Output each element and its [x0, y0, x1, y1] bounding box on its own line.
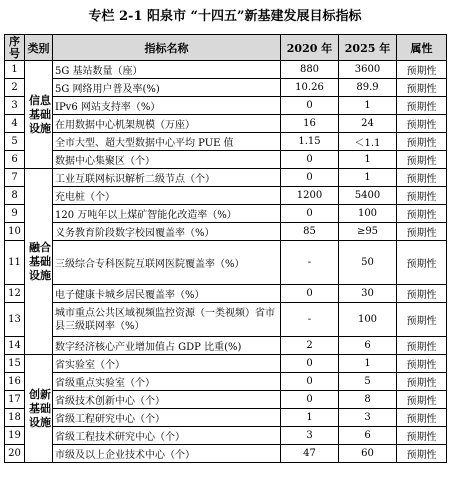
- row-attr: 预期性: [397, 79, 447, 97]
- row-2025: 8: [339, 391, 397, 409]
- header-attr: 属性: [397, 35, 447, 61]
- row-name: 省实验室（个）: [53, 355, 281, 373]
- header-name: 指标名称: [53, 35, 281, 61]
- row-no: 7: [5, 169, 25, 187]
- row-attr: 预期性: [397, 373, 447, 391]
- row-2020: 1.15: [281, 133, 339, 151]
- row-attr: 预期性: [397, 391, 447, 409]
- row-no: 14: [5, 337, 25, 355]
- row-name: 5G 网络用户普及率(%): [53, 79, 281, 97]
- row-attr: 预期性: [397, 409, 447, 427]
- row-2025: ≥95: [339, 223, 397, 241]
- row-2020: 0: [281, 169, 339, 187]
- category-fusion: 融合基础设施: [25, 169, 53, 355]
- row-attr: 预期性: [397, 241, 447, 285]
- row-2020: 0: [281, 285, 339, 303]
- table-row: [5, 337, 447, 355]
- row-2020: -: [281, 241, 339, 285]
- row-2025: 5: [339, 373, 397, 391]
- row-attr: 预期性: [397, 337, 447, 355]
- row-2020: 0: [281, 97, 339, 115]
- row-2025: 1: [339, 151, 397, 169]
- row-attr: 预期性: [397, 205, 447, 223]
- row-no: 1: [5, 61, 25, 79]
- table-row: [5, 373, 447, 391]
- row-name: 全市大型、超大型数据中心平均 PUE 值: [53, 133, 281, 151]
- row-no: 2: [5, 79, 25, 97]
- row-no: 10: [5, 223, 25, 241]
- row-attr: 预期性: [397, 303, 447, 337]
- row-name: 三级综合专科医院互联网医院覆盖率（%）: [53, 241, 281, 285]
- row-2020: 1: [281, 409, 339, 427]
- row-name: 120 万吨年以上煤矿智能化改造率（%）: [53, 205, 281, 223]
- row-name: 数字经济核心产业增加值占 GDP 比重(%): [53, 337, 281, 355]
- table-row: [5, 133, 447, 151]
- row-2020: 3: [281, 427, 339, 445]
- table-row: [5, 241, 447, 285]
- row-no: 17: [5, 391, 25, 409]
- row-2025: 1: [339, 169, 397, 187]
- row-no: 9: [5, 205, 25, 223]
- row-attr: 预期性: [397, 169, 447, 187]
- row-2025: 1: [339, 97, 397, 115]
- table-row: [5, 355, 447, 373]
- table-row: [5, 303, 447, 337]
- row-name: 省级工程技术研究中心（个）: [53, 427, 281, 445]
- table-row: [5, 223, 447, 241]
- table-row: [5, 187, 447, 205]
- row-name: 城市重点公共区域视频监控资源（一类视频）省市县三级联网率（%）: [53, 303, 281, 337]
- header-seq: 序号: [5, 35, 25, 61]
- row-name: 在用数据中心机架规模（万座）: [53, 115, 281, 133]
- row-no: 3: [5, 97, 25, 115]
- category-info: 信息基础设施: [25, 61, 53, 169]
- row-no: 12: [5, 285, 25, 303]
- row-name: 省级技术创新中心（个）: [53, 391, 281, 409]
- row-2025: 1: [339, 355, 397, 373]
- table-title: 专栏 2-1 阳泉市 “十四五”新基建发展目标指标: [88, 9, 362, 24]
- row-2025: 6: [339, 337, 397, 355]
- row-no: 19: [5, 427, 25, 445]
- row-2020: 2: [281, 337, 339, 355]
- row-2020: 0: [281, 151, 339, 169]
- row-attr: 预期性: [397, 115, 447, 133]
- row-attr: 预期性: [397, 223, 447, 241]
- row-name: 充电桩（个）: [53, 187, 281, 205]
- row-name: 工业互联网标识解析二级节点（个）: [53, 169, 281, 187]
- table-row: [5, 285, 447, 303]
- header-2020: 2020 年: [281, 35, 339, 61]
- table-row: [5, 391, 447, 409]
- row-attr: 预期性: [397, 97, 447, 115]
- table-row: [5, 169, 447, 187]
- table-row: [5, 61, 447, 79]
- row-2020: 0: [281, 205, 339, 223]
- table-row: [5, 79, 447, 97]
- row-attr: 预期性: [397, 285, 447, 303]
- row-2025: 5400: [339, 187, 397, 205]
- row-attr: 预期性: [397, 61, 447, 79]
- row-name: 市级及以上企业技术中心（个）: [53, 445, 281, 463]
- row-2025: 50: [339, 241, 397, 285]
- table-row: [5, 205, 447, 223]
- row-no: 8: [5, 187, 25, 205]
- row-2025: 60: [339, 445, 397, 463]
- table-row: [5, 445, 447, 463]
- row-no: 13: [5, 303, 25, 337]
- row-2025: ＜1.1: [339, 133, 397, 151]
- row-2025: 24: [339, 115, 397, 133]
- row-2020: 10.26: [281, 79, 339, 97]
- table-row: [5, 427, 447, 445]
- row-no: 11: [5, 241, 25, 285]
- row-name: 电子健康卡城乡居民覆盖率（%）: [53, 285, 281, 303]
- row-attr: 预期性: [397, 133, 447, 151]
- header-2025: 2025 年: [339, 35, 397, 61]
- row-2025: 3: [339, 409, 397, 427]
- row-2025: 89.9: [339, 79, 397, 97]
- row-name: 5G 基站数量（座）: [53, 61, 281, 79]
- row-name: 义务教育阶段数字校园覆盖率（%）: [53, 223, 281, 241]
- row-2025: 6: [339, 427, 397, 445]
- row-attr: 预期性: [397, 355, 447, 373]
- row-2020: 47: [281, 445, 339, 463]
- row-2020: 0: [281, 355, 339, 373]
- row-name: 数据中心集聚区（个）: [53, 151, 281, 169]
- row-2025: 100: [339, 205, 397, 223]
- row-2020: 1200: [281, 187, 339, 205]
- row-2025: 30: [339, 285, 397, 303]
- category-innovation: 创新基础设施: [25, 355, 53, 463]
- row-no: 16: [5, 373, 25, 391]
- row-2025: 100: [339, 303, 397, 337]
- row-no: 5: [5, 133, 25, 151]
- row-no: 18: [5, 409, 25, 427]
- row-attr: 预期性: [397, 427, 447, 445]
- row-2020: 0: [281, 391, 339, 409]
- row-attr: 预期性: [397, 187, 447, 205]
- row-no: 15: [5, 355, 25, 373]
- row-name: 省级工程研究中心（个）: [53, 409, 281, 427]
- table-row: [5, 151, 447, 169]
- row-2025: 3600: [339, 61, 397, 79]
- row-attr: 预期性: [397, 445, 447, 463]
- table-row: [5, 409, 447, 427]
- row-attr: 预期性: [397, 151, 447, 169]
- header-category: 类别: [25, 35, 53, 61]
- table-row: [5, 97, 447, 115]
- row-2020: 0: [281, 373, 339, 391]
- row-name: IPv6 网站支持率（%）: [53, 97, 281, 115]
- row-no: 6: [5, 151, 25, 169]
- row-2020: 85: [281, 223, 339, 241]
- indicator-table: [4, 34, 447, 463]
- row-no: 4: [5, 115, 25, 133]
- row-name: 省级重点实验室（个）: [53, 373, 281, 391]
- row-2020: -: [281, 303, 339, 337]
- row-2020: 16: [281, 115, 339, 133]
- row-no: 20: [5, 445, 25, 463]
- table-row: [5, 115, 447, 133]
- row-2020: 880: [281, 61, 339, 79]
